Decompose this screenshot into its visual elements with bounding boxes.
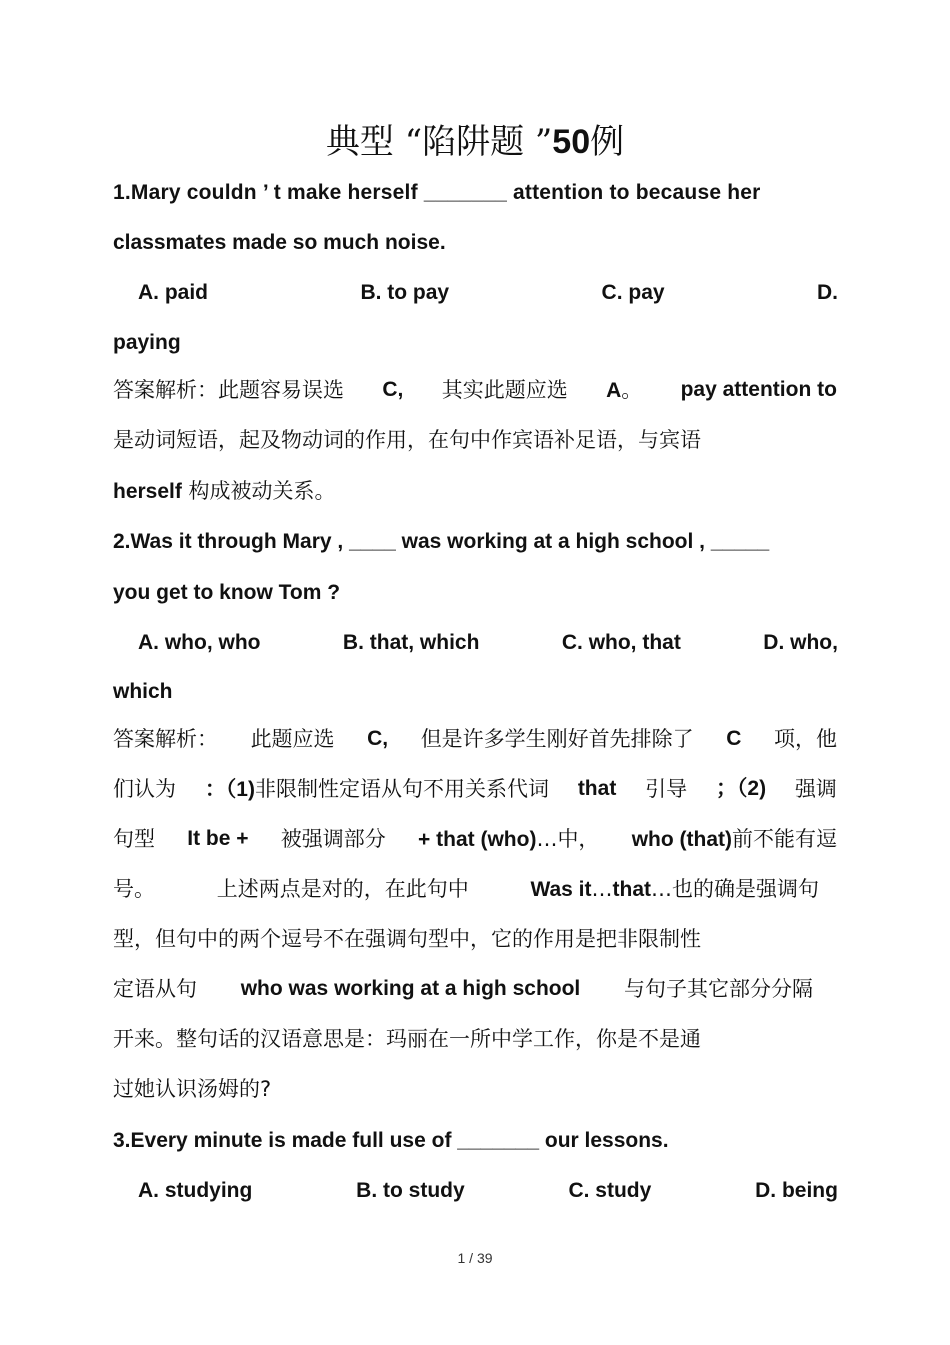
q2-exp-text11: 前不能有逗 [732,827,837,851]
q2-explanation-line1 [113,724,837,754]
q3-option-b: B. to study [356,1179,465,1202]
q1-exp-phrase: pay attention to [680,378,837,401]
q1-option-a: A. paid [138,281,209,304]
q2-options [138,628,838,658]
q2-exp-text9: 被强调部分 [280,827,386,851]
q1-exp-text3: 构成被动关系。 [181,479,336,503]
q3-option-c: C. study [568,1179,652,1202]
q2-option-b: B. that, which [342,631,480,654]
q2-exp-wasit: Was it [530,878,592,901]
q2-stem-line2: you get to know Tom ? [113,581,341,604]
q2-exp-text14: …也的确是强调句 [651,877,819,901]
q2-stem-line1: 2.Was it through Mary , ____ was working at a high school , _____ [113,530,770,553]
q1-option-d-text: paying [113,331,181,354]
q2-exp-text5: 非限制性定语从句不用关系代词 [255,777,549,801]
q2-explanation-line3 [113,824,837,855]
q2-exp-text2: 但是许多学生刚好首先排除了 [420,727,694,751]
q3-option-a: A. studying [138,1179,253,1202]
q2-exp-text13: 上述两点是对的，在此句中 [216,877,469,901]
q2-exp-that: that [577,777,617,800]
q2-exp-itbe: It be + [187,827,249,850]
q1-exp-period: 。 [621,378,643,402]
title-suffix: 例 [590,122,625,162]
q2-exp-label: 答案解析： [113,727,218,751]
q2-exp-text3: 项，他 [773,727,837,751]
q2-exp-ellipsis: … [591,877,613,901]
q3-options [138,1176,838,1206]
q1-options [138,278,838,308]
q2-exp-text8: 句型 [113,827,155,851]
q2-explanation-line8: 过她认识汤姆的? [113,1077,272,1101]
q2-option-d-text: which [113,680,173,703]
q3-option-d: D. being [755,1179,838,1202]
q1-stem-line2: classmates made so much noise. [113,231,446,254]
title-number: 50 [552,123,591,161]
q1-stem-line1: 1.Mary couldn ’ t make herself _______ attention to because her [113,181,761,204]
q2-exp-text10: …中， [536,827,600,851]
q2-explanation-line7: 开来。整句话的汉语意思是：玛丽在一所中学工作，你是不是通 [113,1027,701,1051]
q3-stem-line1: 3.Every minute is made full use of _______ our lessons. [113,1129,669,1152]
q1-option-b: B. to pay [360,281,450,304]
q2-explanation-line5: 型，但句中的两个逗号不在强调句型中，它的作用是把非限制性 [113,927,701,951]
q1-exp-answer: A [606,379,622,402]
q2-exp-point1: ：（1) [204,778,255,801]
q2-exp-text12: 号。 [113,877,155,901]
q2-explanation-line2 [113,774,837,805]
q2-exp-text15: 定语从句 [113,977,197,1001]
q1-explanation-line3 [113,476,837,507]
q2-exp-c: C [726,727,742,750]
q1-exp-herself: herself [113,480,182,503]
q2-option-c: C. who, that [561,631,681,654]
q2-exp-option: C, [367,727,389,750]
q2-option-d: D. who, [763,631,838,654]
q2-exp-text4: 们认为 [113,777,176,801]
q2-explanation-line6 [113,974,813,1004]
q1-explanation-line1 [113,375,837,406]
q2-exp-whothat: who (that) [631,828,732,851]
q1-option-d: D. [817,281,838,304]
title-text: 典型 “陷阱题 ” [325,122,553,162]
q1-explanation-line2: 是动词短语，起及物动词的作用，在句中作宾语补足语，与宾语 [113,428,701,452]
q2-exp-that2: that [612,878,651,901]
q2-explanation-line4 [113,874,819,905]
q1-exp-text2: 其实此题应选 [441,378,568,402]
page-number: 1 / 39 [457,1250,493,1266]
q1-exp-text: 答案解析：此题容易误选 [113,378,344,402]
q2-exp-thatwho: + that (who) [418,828,537,851]
q1-exp-option: C, [382,378,404,401]
q2-exp-text16: 与句子其它部分分隔 [623,977,813,1001]
q2-exp-clause: who was working at a high school [240,977,581,1000]
q2-exp-point2: ；（2) [715,777,767,800]
q2-exp-text: 此题应选 [250,727,335,751]
q2-option-a: A. who, who [138,631,261,654]
page-title [0,120,950,164]
q1-option-c: C. pay [601,281,665,304]
q2-exp-text6: 引导 [645,777,688,801]
q2-exp-text7: 强调 [794,777,837,801]
